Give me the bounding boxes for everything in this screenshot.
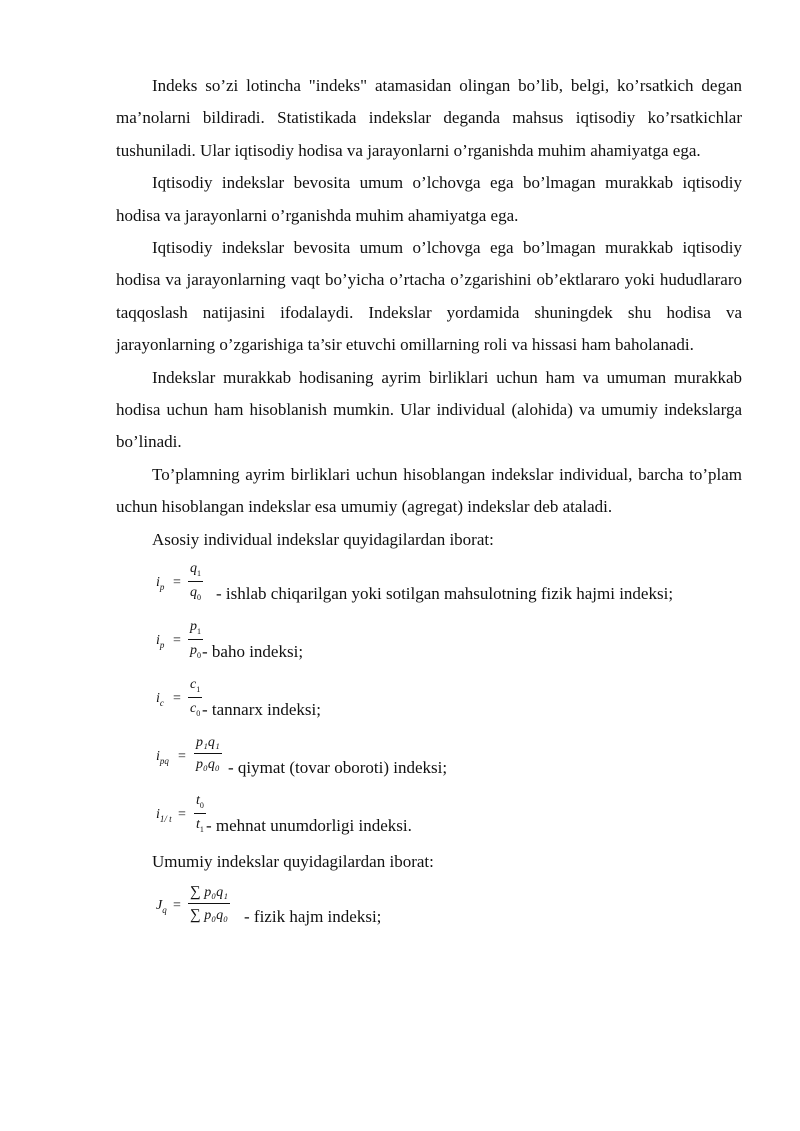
document-page bbox=[116, 70, 742, 937]
formula-productivity: $i_{1/ t}$ = $t_0$ $t_1$ - mehnat unumdorligi indeksi. bbox=[116, 788, 742, 846]
formula-description: - mehnat unumdorligi indeksi. bbox=[206, 816, 412, 836]
formula-general-physical-volume: $J_q$ = ∑ p₀q₁ ∑ p₀q₀ - fizik hajm indeksi; bbox=[116, 879, 742, 937]
paragraph-index-types: Indekslar murakkab hodisaning ayrim birliklari uchun ham va umuman murakkab hodisa uchun ham hisoblanish mumkin. Ular individual (alohida) va umumiy indekslarga bo’linadi. bbox=[116, 367, 742, 452]
formula-value: $i_{pq}$ = p₁q₁ p₀q₀ - qiymat (tovar oboroti) indeksi; bbox=[116, 730, 742, 788]
paragraph-economic-indexes: Iqtisodiy indekslar bevosita umum o’lchovga ega bo’lmagan murakkab iqtisodiy hodisa va jarayonlarni o’rganishda muhim ahamiyatga ega. bbox=[116, 173, 742, 225]
paragraph-individual-general: To’plamning ayrim birliklari uchun hisoblangan indekslar individual, barcha to’plam uchun hisoblangan indekslar esa umumiy (agregat) indekslar deb ataladi. bbox=[116, 464, 742, 517]
paragraph-index-definition: Indeks so’zi lotincha "indeks" atamasidan olingan bo’lib, belgi, ko’rsatkich degan ma’nolarni bildiradi. Statistikada indekslar deganda mahsus iqtisodiy ko’rsatkichlar tushuniladi. Ular iqtisodiy hodisa va jarayonlarni o’rganishda muhim ahamiyatga ega. bbox=[116, 76, 742, 160]
individual-indexes-heading: Asosiy individual indekslar quyidagilardan iborat: bbox=[152, 529, 494, 549]
formula-description: - ishlab chiqarilgan yoki sotilgan mahsulotning fizik hajmi indeksi; bbox=[216, 584, 674, 604]
formula-price: $i_p$ = $p_1$ $p_0$ - baho indeksi; bbox=[116, 614, 742, 672]
formula-physical-volume: $i_p$ = $q_1$ $q_0$ - ishlab chiqarilgan yoki sotilgan mahsulotning fizik hajmi indeksi; bbox=[116, 556, 742, 614]
formula-description: - tannarx indeksi; bbox=[202, 700, 321, 720]
formula-description: - qiymat (tovar oboroti) indeksi; bbox=[228, 758, 448, 778]
general-indexes-heading: Umumiy indekslar quyidagilardan iborat: bbox=[152, 852, 434, 872]
formula-description: - baho indeksi; bbox=[202, 642, 304, 662]
formula-cost: $i_c$ = $c_1$ $c_0$ - tannarx indeksi; bbox=[116, 672, 742, 730]
paragraph-economic-indexes-comparison: Iqtisodiy indekslar bevosita umum o’lchovga ega bo’lmagan murakkab iqtisodiy hodisa va jarayonlarning vaqt bo’yicha o’rtacha o’zgarishini ob’ektlararo yoki hududlararo taqqoslash natijasini ifodalaydi. Indekslar yordamida shuningdek shu hodisa va jarayonlarning o’zgarishiga ta’sir etuvchi omillarning roli va hissasi ham baholanadi. bbox=[116, 238, 742, 355]
formula-description: - fizik hajm indeksi; bbox=[244, 906, 382, 926]
